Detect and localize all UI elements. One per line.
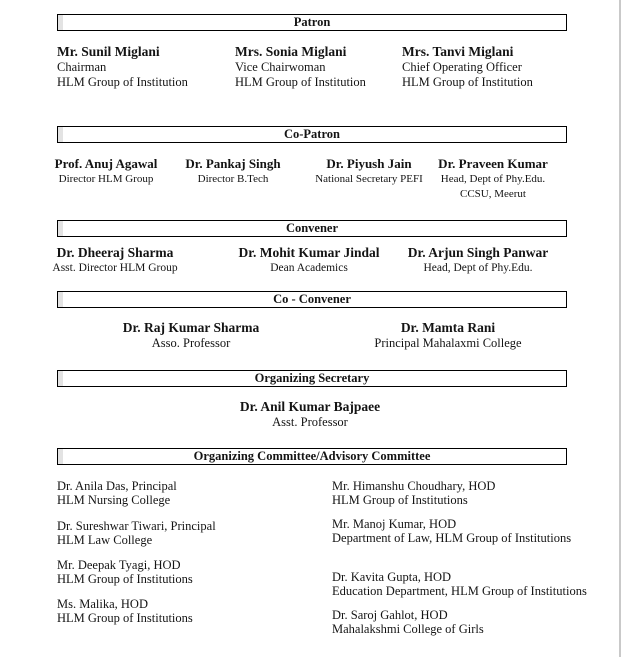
committee-entry-anila-das — [57, 479, 177, 507]
section-header-organizing-secretary — [57, 370, 567, 387]
member-name: Dr. Pankaj Singh — [185, 156, 281, 171]
committee-entry-deepak-tyagi — [57, 558, 193, 586]
member-name: Dr. Piyush Jain — [326, 156, 412, 171]
committee-entry-manoj-kumar — [332, 517, 571, 545]
member-role: Head, Dept of Phy.Edu. — [440, 173, 546, 185]
member-name: Prof. Anuj Agawal — [54, 156, 158, 171]
member-name: Dr. Raj Kumar Sharma — [122, 320, 260, 335]
member-mohit-kumar-jindal — [238, 245, 379, 276]
committee-entry-sureshwar-tiwari — [57, 519, 216, 547]
member-role: Dean Academics — [270, 262, 348, 274]
member-mamta-rani — [374, 320, 521, 351]
committee-member: Mr. Deepak Tyagi, HOD — [57, 558, 181, 572]
member-arjun-singh-panwar — [408, 245, 549, 276]
member-org: HLM Group of Institution — [402, 75, 533, 89]
member-anuj-agawal — [55, 156, 158, 187]
member-pankaj-singh — [185, 156, 280, 187]
committee-org: HLM Group of Institutions — [57, 572, 193, 586]
member-org: CCSU, Meerut — [459, 188, 526, 200]
member-name: Dr. Praveen Kumar — [438, 156, 548, 171]
section-title: Patron — [293, 15, 331, 29]
member-role: Asst. Director HLM Group — [52, 262, 178, 274]
committee-org: HLM Nursing College — [57, 493, 171, 507]
section-title: Organizing Committee/Advisory Committee — [193, 449, 431, 463]
committee-org: Mahalakshmi College of Girls — [332, 622, 484, 636]
member-name: Dr. Dheeraj Sharma — [56, 245, 174, 260]
member-role: Director B.Tech — [197, 173, 269, 185]
member-role: Chief Operating Officer — [402, 60, 522, 74]
member-name: Dr. Mohit Kumar Jindal — [238, 245, 380, 260]
member-name: Mrs. Sonia Miglani — [235, 44, 347, 59]
committee-org: Education Department, HLM Group of Institutions — [332, 584, 587, 598]
committee-member: Dr. Saroj Gahlot, HOD — [332, 608, 448, 622]
committee-org: Department of Law, HLM Group of Institutions — [332, 531, 572, 545]
committee-document — [52, 0, 587, 657]
section-header-patron — [57, 14, 567, 31]
committee-org: HLM Group of Institutions — [332, 493, 468, 507]
member-role: Asso. Professor — [151, 336, 231, 350]
section-header-convener — [57, 220, 567, 237]
member-dheeraj-sharma — [52, 245, 177, 276]
section-header-co-convener — [57, 291, 567, 308]
member-role: Vice Chairwoman — [235, 60, 326, 74]
committee-member: Mr. Manoj Kumar, HOD — [332, 517, 457, 531]
member-sonia-miglani — [235, 44, 366, 90]
member-anil-kumar-bajpaee — [240, 399, 380, 430]
member-name: Dr. Arjun Singh Panwar — [407, 245, 549, 260]
committee-member: Dr. Kavita Gupta, HOD — [332, 570, 452, 584]
section-title: Organizing Secretary — [254, 371, 370, 385]
committee-entry-malika — [57, 597, 193, 625]
member-name: Dr. Anil Kumar Bajpaee — [239, 399, 381, 414]
member-sunil-miglani — [57, 44, 188, 90]
member-raj-kumar-sharma — [123, 320, 260, 351]
committee-entry-himanshu-choudhary — [332, 479, 495, 507]
committee-member: Dr. Sureshwar Tiwari, Principal — [57, 519, 216, 533]
member-praveen-kumar — [438, 156, 548, 202]
member-piyush-jain — [315, 156, 423, 187]
committee-member: Ms. Malika, HOD — [57, 597, 148, 611]
member-role: National Secretary PEFI — [315, 173, 423, 185]
member-role: Asst. Professor — [272, 415, 348, 429]
member-name: Dr. Mamta Rani — [400, 320, 496, 335]
committee-entry-kavita-gupta — [332, 570, 587, 598]
committee-org: HLM Group of Institutions — [57, 611, 193, 625]
member-org: HLM Group of Institution — [57, 75, 188, 89]
member-org: HLM Group of Institution — [235, 75, 366, 89]
member-name: Mr. Sunil Miglani — [57, 44, 160, 59]
committee-member: Mr. Himanshu Choudhary, HOD — [332, 479, 496, 493]
section-header-co-patron — [57, 126, 567, 143]
member-role: Director HLM Group — [58, 173, 154, 185]
section-title: Co - Convener — [273, 292, 351, 306]
member-role: Chairman — [57, 60, 107, 74]
member-tanvi-miglani — [402, 44, 533, 90]
committee-entry-saroj-gahlot — [332, 608, 484, 636]
committee-member: Dr. Anila Das, Principal — [57, 479, 177, 493]
member-role: Principal Mahalaxmi College — [374, 336, 522, 350]
member-role: Head, Dept of Phy.Edu. — [423, 262, 533, 274]
page-right-border — [619, 0, 621, 657]
member-name: Mrs. Tanvi Miglani — [402, 44, 514, 59]
section-title: Convener — [285, 221, 339, 235]
committee-org: HLM Law College — [57, 533, 153, 547]
section-title: Co-Patron — [283, 127, 340, 141]
section-header-organizing-committee — [57, 448, 567, 465]
